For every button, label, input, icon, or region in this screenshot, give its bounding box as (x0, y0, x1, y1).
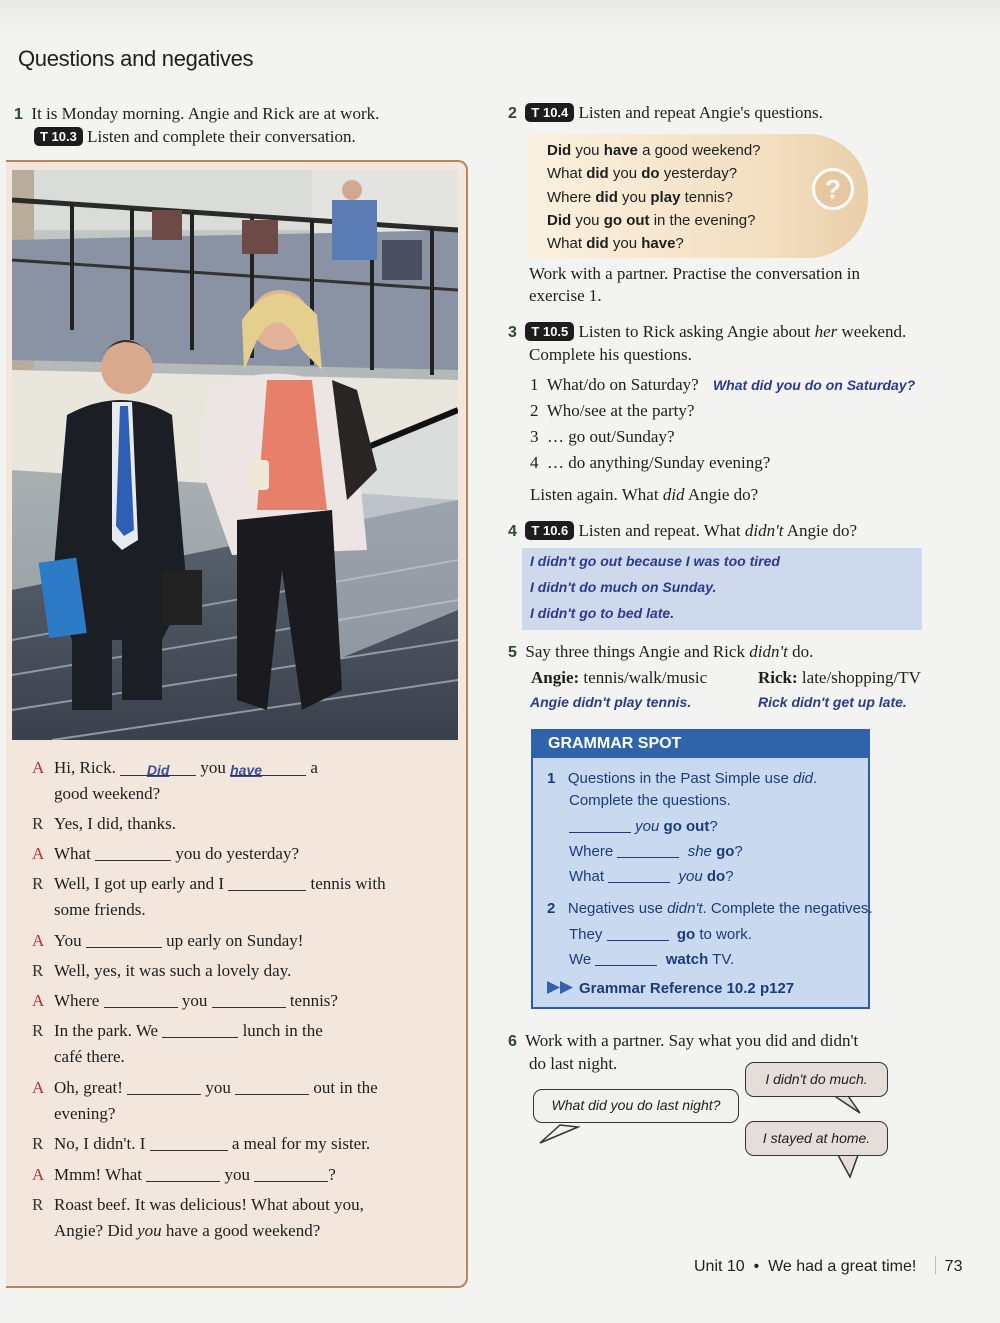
dialogue-line-6 (32, 958, 291, 984)
angie-prompt: Angie: tennis/walk/music (531, 668, 708, 687)
exercise-3-instructions: 3 T 10.5 Listen to Rick asking Angie about her weekend. Complete his questions. (508, 322, 907, 364)
unit-title: We had a great time! (768, 1258, 917, 1275)
answer-blank[interactable] (146, 1163, 220, 1182)
exercise-3-item-1: 1 What/do on Saturday? What did you do on Saturday? (530, 375, 916, 394)
dialogue-text: lunch in the (242, 1021, 323, 1040)
speaker-label: A (32, 758, 45, 777)
dialogue-text: café there. (54, 1047, 125, 1066)
exercise-2-text: Listen and repeat Angie's questions. (578, 103, 823, 122)
dialogue-line-11 (32, 1162, 336, 1188)
speaker-label: A (32, 1078, 45, 1097)
dialogue-text: you (224, 1165, 250, 1184)
question-4: Did you go out in the evening? (547, 212, 756, 229)
dialogue-text: In the park. We (54, 1021, 159, 1040)
speaker-label: R (32, 1134, 44, 1153)
dialogue-line-4 (32, 871, 386, 923)
grammar-reference-link[interactable]: Grammar Reference 10.2 p127 (547, 978, 794, 1001)
exercise-2-instructions (508, 102, 823, 125)
dialogue-line-12 (32, 1192, 364, 1244)
exercise-4-instructions: 4 T 10.6 Listen and repeat. What didn't Angie do? (508, 521, 858, 540)
dialogue-line-2 (32, 811, 176, 837)
exercise-1-text-2: Listen and complete their conversation. (87, 127, 356, 146)
speaker-label: R (32, 814, 44, 833)
exercise-6-number: 6 (508, 1033, 517, 1050)
question-3: Where did you play tennis? (547, 189, 733, 206)
exercise-1-instructions (14, 103, 474, 148)
handwritten-line-1: I didn't go out because I was too tired (530, 553, 780, 569)
page-footer (694, 1256, 962, 1276)
answer-blank[interactable] (104, 989, 178, 1008)
grammar-row-2: Where she go? (569, 843, 743, 860)
footer-separator: • (753, 1258, 760, 1275)
page-top-strip (0, 0, 1000, 40)
track-badge-10-3[interactable]: T 10.3 (34, 127, 83, 146)
grammar-blank[interactable] (608, 866, 670, 883)
speaker-label: R (32, 961, 44, 980)
filled-answer: Did (146, 762, 170, 778)
grammar-row-1: you go out? (569, 816, 718, 838)
grammar-row-5: We watch TV. (569, 951, 735, 968)
answer-blank[interactable] (235, 1076, 309, 1095)
dialogue-text: ? (328, 1165, 336, 1184)
answer-blank[interactable] (95, 842, 171, 861)
speaker-label: A (32, 1165, 45, 1184)
exercise-2-follow-up: Work with a partner. Practise the conversation in exercise 1. (529, 264, 860, 305)
page-number: 73 (944, 1258, 963, 1275)
grammar-blank[interactable] (617, 841, 679, 858)
dialogue-text: out in the (313, 1078, 378, 1097)
dialogue-line-1 (32, 755, 318, 807)
exercise-3-listen-again: Listen again. What did Angie do? (530, 485, 759, 504)
speech-bubble-answer-1: I didn't do much. (745, 1062, 888, 1097)
dialogue-text: tennis with (310, 874, 386, 893)
answer-blank[interactable] (212, 989, 286, 1008)
answer-blank[interactable] (150, 1132, 228, 1151)
grammar-blank[interactable] (595, 949, 657, 966)
exercise-5-number: 5 (508, 644, 517, 661)
office-stairs-photo (12, 170, 458, 740)
dialogue-text: Oh, great! (54, 1078, 123, 1097)
answer-blank[interactable] (162, 1019, 238, 1038)
exercise-3-number: 3 (508, 324, 517, 341)
dialogue-text: Well, I got up early and I (54, 874, 224, 893)
exercise-6-instructions: 6 Work with a partner. Say what you did and didn't do last night. (508, 1031, 859, 1073)
dialogue-text: evening? (54, 1104, 116, 1123)
exercise-3-item-3: 3 … go out/Sunday? (530, 427, 675, 446)
handwritten-line-2: I didn't do much on Sunday. (530, 579, 717, 595)
dialogue-text: Mmm! What (54, 1165, 142, 1184)
answer-blank[interactable] (228, 872, 306, 891)
answer-blank[interactable] (230, 757, 306, 776)
dialogue-text: Yes, I did, thanks. (54, 814, 177, 833)
exercise-3-item-4: 4 … do anything/Sunday evening? (530, 453, 771, 472)
grammar-blank[interactable] (569, 816, 631, 833)
speaker-label: R (32, 1021, 44, 1040)
track-badge-10-6[interactable]: T 10.6 (525, 521, 574, 540)
exercise-2-number: 2 (508, 105, 517, 122)
double-arrow-icon (547, 979, 579, 1001)
filled-answer: have (230, 762, 263, 778)
dialogue-line-3 (32, 841, 299, 867)
dialogue-text: have a good weekend? (165, 1221, 321, 1240)
answer-blank[interactable] (254, 1163, 328, 1182)
dialogue-text: some friends. (54, 900, 146, 919)
answer-blank[interactable] (120, 757, 196, 776)
dialogue-text: tennis? (289, 991, 338, 1010)
dialogue-text: You (54, 931, 82, 950)
handwritten-answer: What did you do on Saturday? (712, 377, 916, 393)
dialogue-line-10 (32, 1131, 370, 1157)
answer-blank[interactable] (127, 1076, 201, 1095)
dialogue-line-8 (32, 1018, 323, 1070)
rick-answer: Rick didn't get up late. (758, 694, 907, 710)
speaker-label: R (32, 1195, 44, 1214)
dialogue-text: a (310, 758, 318, 777)
dialogue-text: Hi, Rick. (54, 758, 116, 777)
dialogue-text: Roast beef. It was delicious! What about you, (54, 1195, 364, 1214)
speaker-label: A (32, 991, 45, 1010)
dialogue-text: a meal for my sister. (231, 1134, 371, 1153)
speech-bubble-question: What did you do last night? (533, 1089, 739, 1123)
speaker-label: R (32, 874, 44, 893)
exercise-3-item-2: 2 Who/see at the party? (530, 401, 695, 420)
grammar-blank[interactable] (607, 924, 669, 941)
dialogue-line-5 (32, 928, 303, 954)
grammar-row-4: They go to work. (569, 926, 752, 943)
grammar-spot-title: GRAMMAR SPOT (531, 729, 870, 758)
question-2: What did you do yesterday? (547, 165, 738, 182)
question-mark-icon: ? (812, 168, 854, 210)
rick-prompt: Rick: late/shopping/TV (758, 668, 921, 687)
dialogue-text: What (54, 844, 91, 863)
dialogue-text: you (205, 1078, 231, 1097)
dialogue-emphasis: you (137, 1221, 162, 1240)
dialogue-text: No, I didn't. I (54, 1134, 146, 1153)
handwritten-line-3: I didn't go to bed late. (530, 605, 675, 621)
question-5: What did you have? (547, 235, 684, 252)
speaker-label: A (32, 844, 45, 863)
dialogue-text: you (200, 758, 226, 777)
dialogue-line-7 (32, 988, 338, 1014)
exercise-1-text: It is Monday morning. Angie and Rick are at work. (31, 104, 380, 123)
dialogue-text: Well, yes, it was such a lovely day. (54, 961, 292, 980)
question-1: Did you have a good weekend? (547, 142, 761, 159)
grammar-point-1: 1 Questions in the Past Simple use did. Complete the questions. (547, 770, 818, 809)
page-heading: Questions and negatives (18, 46, 254, 71)
speaker-label: A (32, 931, 45, 950)
dialogue-line-9 (32, 1075, 378, 1127)
unit-label: Unit 10 (694, 1258, 745, 1275)
dialogue-text: up early on Sunday! (166, 931, 304, 950)
dialogue-text: you do yesterday? (175, 844, 300, 863)
grammar-row-3: What you do? (569, 868, 734, 885)
track-badge-10-4[interactable]: T 10.4 (525, 103, 574, 122)
dialogue-text: Angie? Did (54, 1221, 133, 1240)
angie-answer: Angie didn't play tennis. (530, 694, 692, 710)
dialogue-text: you (181, 991, 208, 1010)
exercise-4-number: 4 (508, 523, 517, 540)
speech-bubble-answer-2: I stayed at home. (745, 1121, 888, 1156)
track-badge-10-5[interactable]: T 10.5 (525, 322, 574, 341)
answer-blank[interactable] (86, 929, 162, 948)
exercise-5-instructions: 5 Say three things Angie and Rick didn't do. (508, 642, 814, 661)
grammar-point-2: 2 Negatives use didn't. Complete the negatives. (547, 900, 873, 917)
dialogue-text: good weekend? (54, 784, 161, 803)
dialogue-text: Where (54, 991, 100, 1010)
exercise-1-number: 1 (14, 106, 23, 123)
